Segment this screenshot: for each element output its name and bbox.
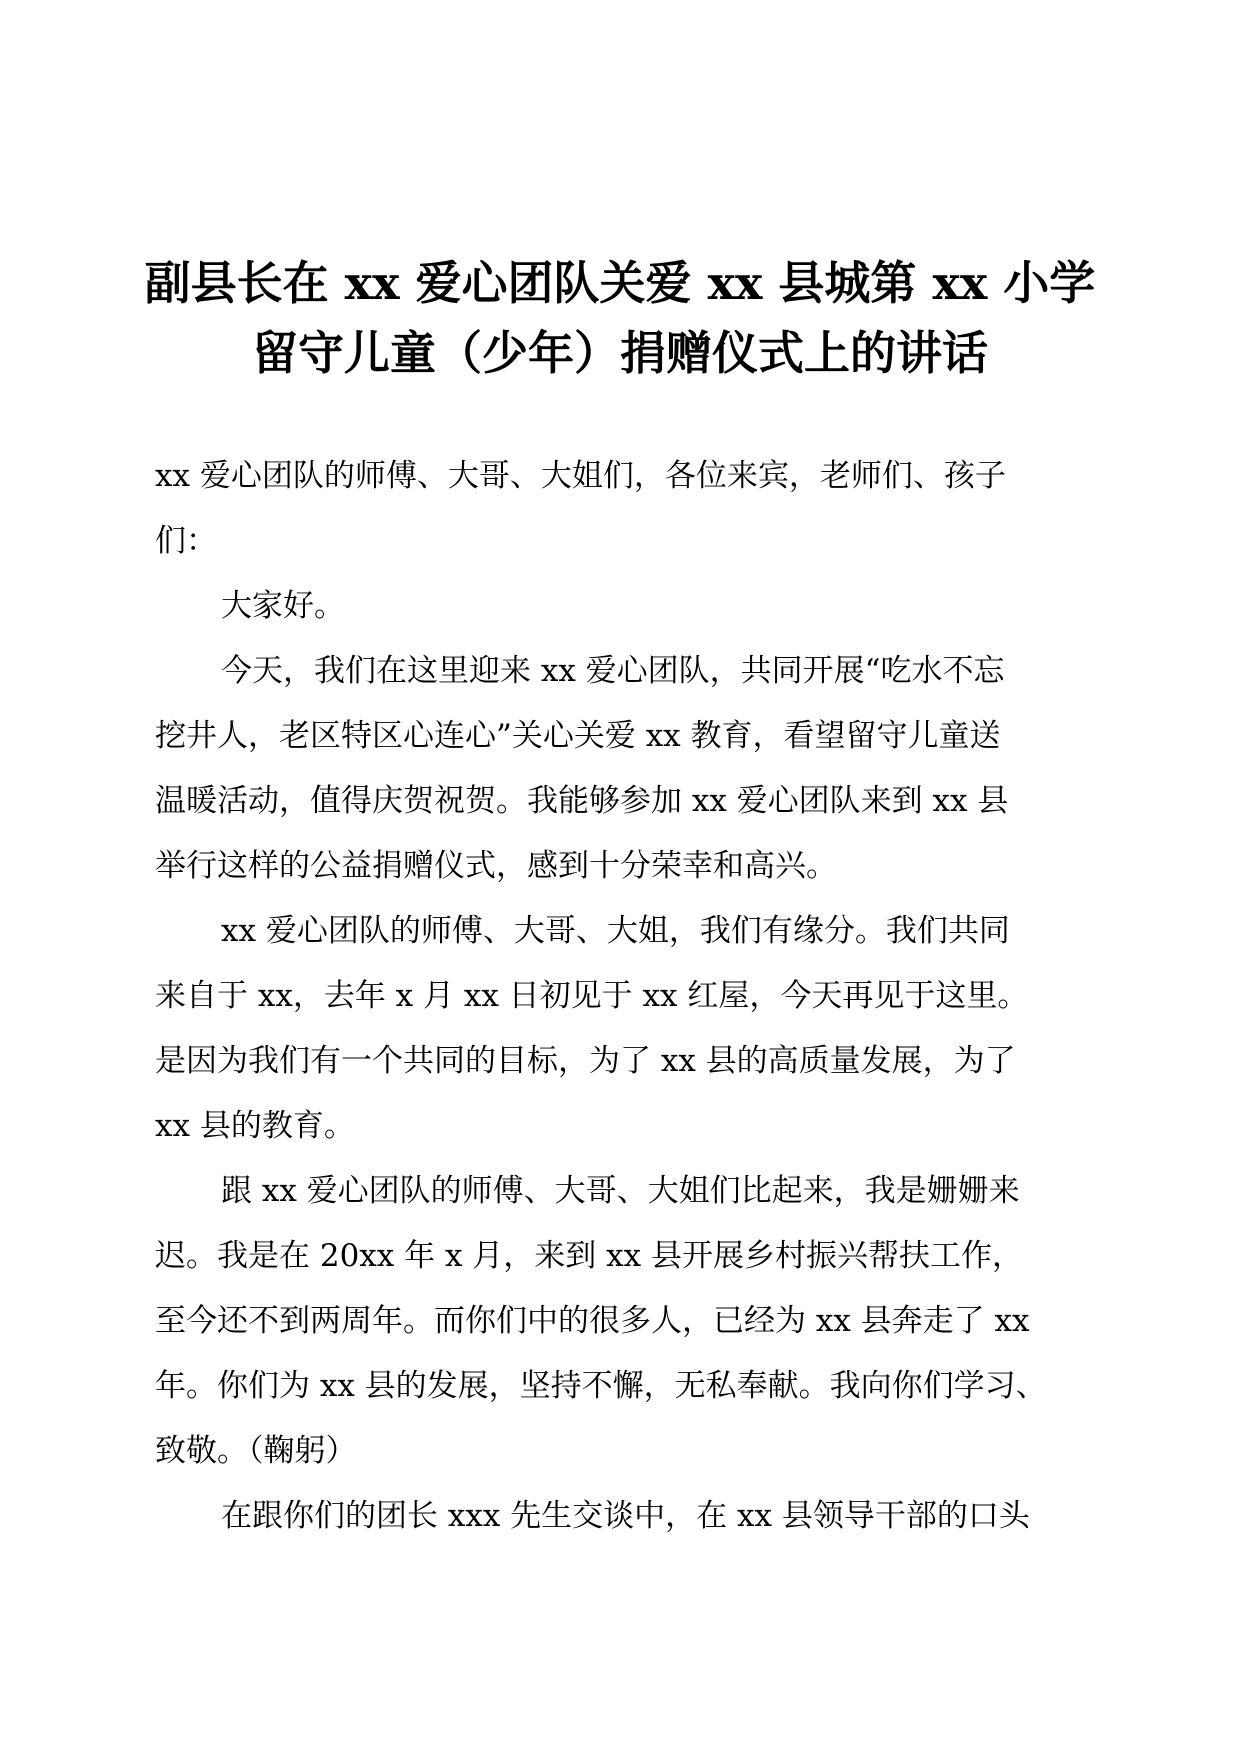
body-line: xx 县的教育。 (155, 1108, 355, 1144)
body-line: 是因为我们有一个共同的目标，为了 xx 县的高质量发展，为了 (155, 1043, 1016, 1079)
body-line: 温暖活动，值得庆贺祝贺。我能够参加 xx 爱心团队来到 xx 县 (155, 783, 1009, 819)
body-line: 来自于 xx，去年 x 月 xx 日初见于 xx 红屋，今天再见于这里。 (155, 978, 1029, 1014)
document-title (100, 248, 1140, 388)
body-line: xx 爱心团队的师傅、大哥、大姐们，各位来宾，老师们、孩子 (155, 458, 1006, 494)
body-line: 迟。我是在 20xx 年 x 月，来到 xx 县开展乡村振兴帮扶工作， (155, 1238, 1023, 1274)
body-line: 挖井人，老区特区心连心”关心关爱 xx 教育，看望留守儿童送 (155, 718, 1001, 754)
body-line: 今天，我们在这里迎来 xx 爱心团队，共同开展“吃水不忘 (221, 653, 1005, 689)
body-line: 致敬。（鞠躬） (155, 1433, 357, 1469)
body-line: xx 爱心团队的师傅、大哥、大姐，我们有缘分。我们共同 (221, 913, 1010, 949)
body-line: 们： (155, 523, 217, 559)
document-body (155, 444, 1085, 1549)
body-line: 大家好。 (221, 588, 345, 624)
body-line: 在跟你们的团长 xxx 先生交谈中，在 xx 县领导干部的口头 (221, 1498, 1030, 1534)
body-line: 举行这样的公益捐赠仪式，感到十分荣幸和高兴。 (155, 848, 837, 884)
body-line: 至今还不到两周年。而你们中的很多人，已经为 xx 县奔走了 xx (155, 1303, 1030, 1339)
body-line: 跟 xx 爱心团队的师傅、大哥、大姐们比起来，我是姗姗来 (221, 1173, 1020, 1209)
body-line: 年。你们为 xx 县的发展，坚持不懈，无私奉献。我向你们学习、 (155, 1368, 1047, 1404)
title-line-1: 副县长在 xx 爱心团队关爱 xx 县城第 xx 小学 (144, 256, 1096, 310)
title-line-2: 留守儿童（少年）捐赠仪式上的讲话 (252, 326, 988, 380)
